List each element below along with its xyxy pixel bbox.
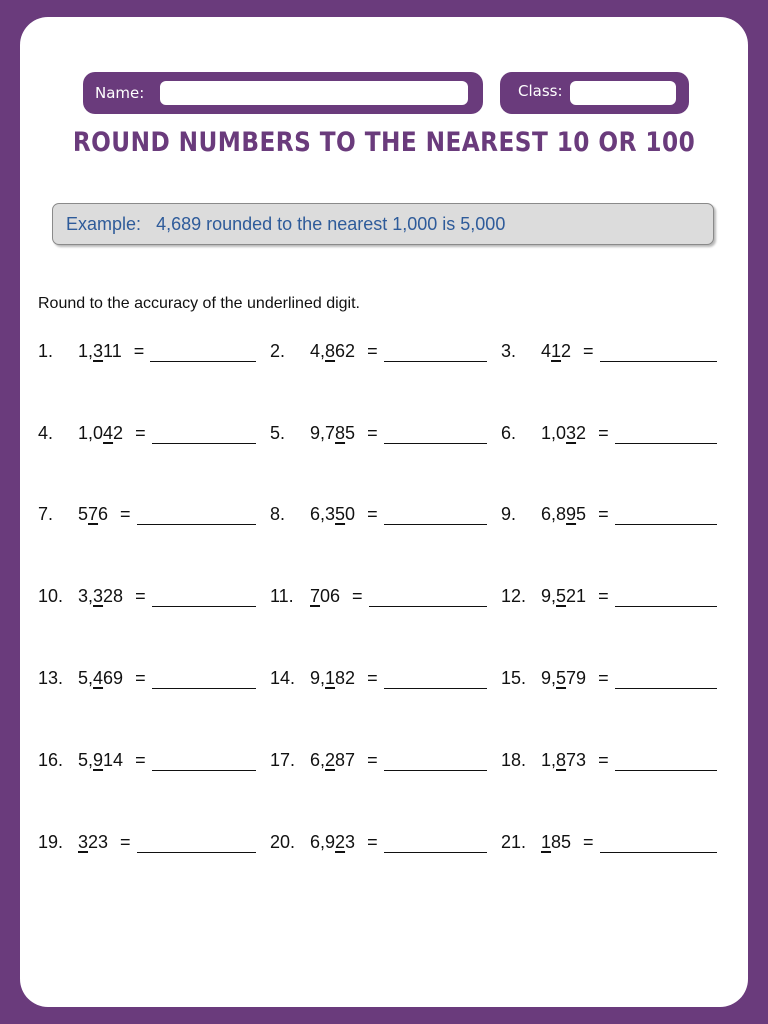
answer-blank[interactable]	[152, 588, 256, 607]
underlined-digit: 2	[335, 832, 346, 852]
class-label: Class:	[518, 82, 563, 100]
problem-item	[501, 423, 717, 444]
underlined-digit: 8	[335, 423, 346, 443]
problem-item	[270, 586, 487, 607]
equals-sign: =	[135, 750, 146, 770]
problem-number: 12.	[501, 586, 527, 606]
underlined-digit: 9	[566, 504, 577, 524]
problem-value	[541, 832, 571, 853]
problem-item	[270, 668, 487, 689]
problem-item	[38, 750, 256, 771]
answer-blank[interactable]	[369, 588, 487, 607]
problem-item	[38, 832, 256, 853]
equals-sign: =	[120, 832, 131, 852]
worksheet-page	[20, 17, 748, 1007]
underlined-digit: 7	[88, 504, 99, 524]
problem-item	[501, 341, 717, 362]
underlined-digit: 8	[325, 341, 336, 361]
value-suffix: 2	[113, 423, 124, 443]
problem-item	[270, 750, 487, 771]
value-prefix: 5,	[78, 750, 94, 770]
problem-value	[541, 504, 586, 525]
problem-number: 5.	[270, 423, 286, 443]
value-prefix: 3,	[78, 586, 94, 606]
problem-number: 3.	[501, 341, 517, 361]
problem-value	[541, 586, 586, 607]
value-prefix: 1,	[78, 341, 94, 361]
problem-number: 19.	[38, 832, 64, 852]
equals-sign: =	[135, 586, 146, 606]
equals-sign: =	[367, 423, 378, 443]
problem-item	[501, 750, 717, 771]
name-label: Name:	[95, 84, 145, 102]
value-suffix: 2	[576, 423, 587, 443]
class-input[interactable]	[570, 81, 676, 105]
value-suffix: 87	[335, 750, 356, 770]
problem-item	[270, 423, 487, 444]
value-suffix: 11	[103, 341, 122, 361]
value-suffix: 3	[345, 832, 356, 852]
underlined-digit: 4	[103, 423, 114, 443]
value-suffix: 69	[103, 668, 124, 688]
problem-number: 6.	[501, 423, 517, 443]
answer-blank[interactable]	[615, 588, 717, 607]
value-suffix: 28	[103, 586, 124, 606]
class-box	[500, 72, 689, 114]
worksheet-title: ROUND NUMBERS TO THE NEAREST 10 OR 100	[72, 127, 696, 158]
problem-number: 10.	[38, 586, 64, 606]
value-prefix: 9,	[541, 586, 557, 606]
problem-value	[310, 832, 355, 853]
problem-item	[38, 504, 256, 525]
problem-value	[78, 832, 108, 853]
problem-number: 2.	[270, 341, 286, 361]
answer-blank[interactable]	[615, 670, 717, 689]
underlined-digit: 8	[556, 750, 567, 770]
equals-sign: =	[120, 504, 131, 524]
underlined-digit: 9	[93, 750, 104, 770]
answer-blank[interactable]	[384, 425, 487, 444]
value-suffix: 79	[566, 668, 587, 688]
value-prefix: 6,	[310, 750, 326, 770]
name-box	[83, 72, 483, 114]
value-suffix: 14	[103, 750, 124, 770]
equals-sign: =	[367, 832, 378, 852]
underlined-digit: 7	[310, 586, 321, 606]
underlined-digit: 1	[325, 668, 336, 688]
equals-sign: =	[367, 341, 378, 361]
value-prefix: 1,0	[78, 423, 104, 443]
value-suffix: 0	[345, 504, 356, 524]
answer-blank[interactable]	[384, 752, 487, 771]
problem-value	[310, 668, 355, 689]
problem-number: 8.	[270, 504, 286, 524]
problem-number: 16.	[38, 750, 64, 770]
answer-blank[interactable]	[384, 343, 487, 362]
value-prefix: 6,3	[310, 504, 336, 524]
problem-number: 1.	[38, 341, 54, 361]
problem-value	[78, 668, 123, 689]
equals-sign: =	[133, 341, 145, 361]
value-prefix: 5,	[78, 668, 94, 688]
underlined-digit: 5	[335, 504, 346, 524]
problem-value	[310, 423, 355, 444]
underlined-digit: 5	[556, 668, 567, 688]
value-prefix: 9,7	[310, 423, 336, 443]
equals-sign: =	[352, 586, 363, 606]
value-suffix: 21	[566, 586, 587, 606]
problem-item	[38, 668, 256, 689]
equals-sign: =	[583, 341, 594, 361]
problem-item	[270, 504, 487, 525]
example-text: 4,689 rounded to the nearest 1,000 is 5,000	[156, 214, 506, 234]
problem-item	[501, 668, 717, 689]
answer-blank[interactable]	[150, 343, 256, 362]
problem-value	[310, 750, 355, 771]
problem-value	[541, 423, 586, 444]
problem-item	[270, 341, 487, 362]
answer-blank[interactable]	[600, 834, 717, 853]
underlined-digit: 2	[325, 750, 336, 770]
value-suffix: 62	[335, 341, 356, 361]
answer-blank[interactable]	[152, 670, 256, 689]
problem-number: 14.	[270, 668, 296, 688]
equals-sign: =	[598, 504, 609, 524]
problem-item	[38, 586, 256, 607]
answer-blank[interactable]	[152, 425, 256, 444]
underlined-digit: 3	[93, 586, 104, 606]
value-suffix: 6	[98, 504, 109, 524]
equals-sign: =	[367, 750, 378, 770]
answer-blank[interactable]	[615, 506, 717, 525]
equals-sign: =	[598, 586, 609, 606]
equals-sign: =	[598, 750, 609, 770]
problem-value	[78, 341, 122, 362]
problem-number: 11.	[270, 586, 294, 606]
underlined-digit: 1	[541, 832, 552, 852]
problem-number: 20.	[270, 832, 296, 852]
equals-sign: =	[598, 668, 609, 688]
value-prefix: 5	[78, 504, 89, 524]
value-suffix: 82	[335, 668, 356, 688]
underlined-digit: 3	[78, 832, 89, 852]
value-suffix: 85	[551, 832, 572, 852]
underlined-digit: 4	[93, 668, 104, 688]
problem-item	[270, 832, 487, 853]
value-suffix: 06	[320, 586, 341, 606]
name-input[interactable]	[160, 81, 468, 105]
value-prefix: 9,	[541, 668, 557, 688]
value-prefix: 9,	[310, 668, 326, 688]
problem-number: 21.	[501, 832, 527, 852]
equals-sign: =	[367, 504, 378, 524]
value-suffix: 5	[345, 423, 356, 443]
answer-blank[interactable]	[384, 834, 487, 853]
problem-number: 13.	[38, 668, 64, 688]
problem-number: 18.	[501, 750, 527, 770]
problem-value	[541, 750, 586, 771]
equals-sign: =	[598, 423, 609, 443]
underlined-digit: 1	[551, 341, 562, 361]
problem-value	[310, 341, 355, 362]
value-suffix: 23	[88, 832, 109, 852]
equals-sign: =	[367, 668, 378, 688]
answer-blank[interactable]	[384, 506, 487, 525]
value-suffix: 73	[566, 750, 587, 770]
problem-value	[310, 504, 355, 525]
value-suffix: 5	[576, 504, 587, 524]
problem-item	[501, 504, 717, 525]
answer-blank[interactable]	[600, 343, 717, 362]
value-suffix: 2	[561, 341, 572, 361]
problem-item	[501, 832, 717, 853]
answer-blank[interactable]	[137, 506, 256, 525]
example-box	[52, 203, 714, 245]
problem-value	[310, 586, 340, 607]
problem-value	[541, 668, 586, 689]
value-prefix: 4,	[310, 341, 326, 361]
equals-sign: =	[135, 423, 146, 443]
problem-number: 17.	[270, 750, 296, 770]
answer-blank[interactable]	[137, 834, 256, 853]
value-prefix: 1,0	[541, 423, 567, 443]
problem-number: 9.	[501, 504, 517, 524]
instructions: Round to the accuracy of the underlined digit.	[38, 295, 360, 312]
answer-blank[interactable]	[152, 752, 256, 771]
problem-number: 7.	[38, 504, 54, 524]
problem-item	[501, 586, 717, 607]
equals-sign: =	[135, 668, 146, 688]
problem-value	[78, 504, 108, 525]
underlined-digit: 3	[93, 341, 104, 361]
problem-value	[78, 423, 123, 444]
value-prefix: 6,8	[541, 504, 567, 524]
value-prefix: 4	[541, 341, 552, 361]
problem-item	[38, 341, 256, 362]
problem-number: 15.	[501, 668, 527, 688]
answer-blank[interactable]	[384, 670, 487, 689]
value-prefix: 1,	[541, 750, 557, 770]
underlined-digit: 3	[566, 423, 577, 443]
problem-value	[78, 586, 123, 607]
answer-blank[interactable]	[615, 752, 717, 771]
underlined-digit: 5	[556, 586, 567, 606]
problem-value	[78, 750, 123, 771]
equals-sign: =	[583, 832, 594, 852]
problem-item	[38, 423, 256, 444]
value-prefix: 6,9	[310, 832, 336, 852]
problem-value	[541, 341, 571, 362]
problem-number: 4.	[38, 423, 54, 443]
answer-blank[interactable]	[615, 425, 717, 444]
example-label: Example:	[66, 214, 142, 234]
